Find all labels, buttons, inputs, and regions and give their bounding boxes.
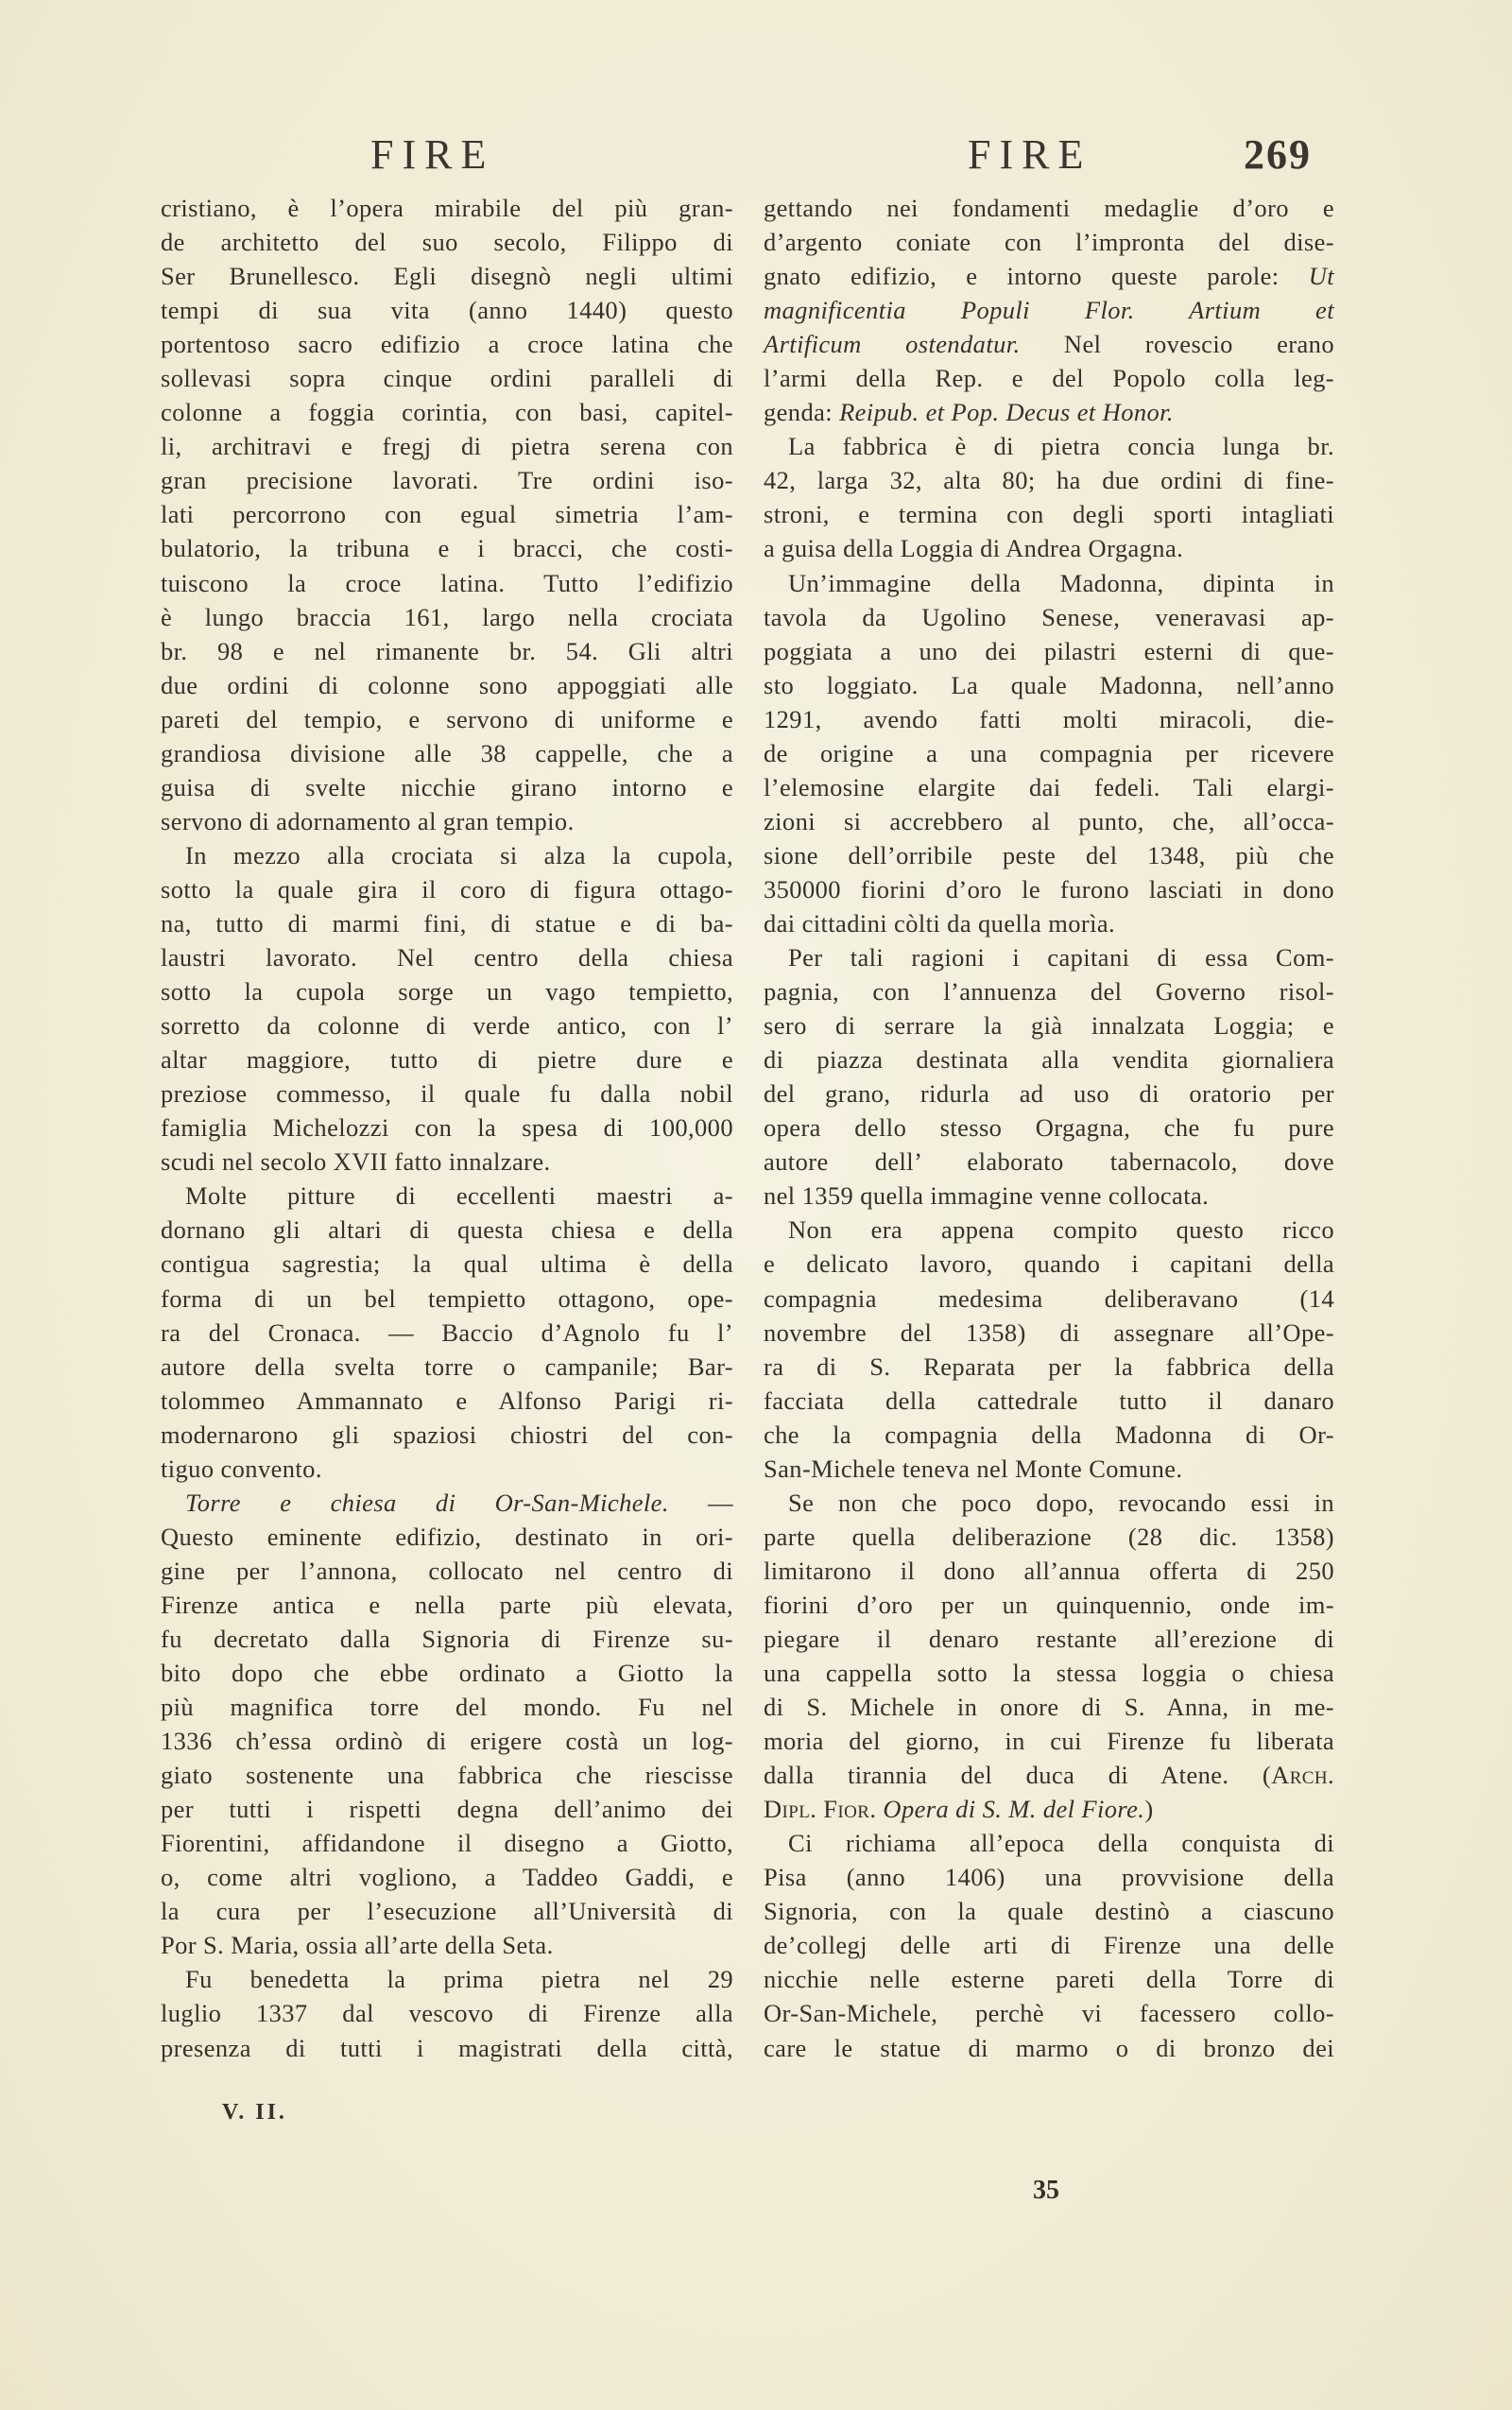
text-line: e delicato lavoro, quando i capitani della (764, 1249, 1334, 1279)
text-line: che la compagnia della Madonna di Or- (764, 1420, 1334, 1449)
text-line (764, 293, 1334, 327)
text-line: per tutti i rispetti degna dell’animo dei (161, 1795, 733, 1824)
text-line (764, 395, 1334, 429)
text-line: sotto la quale gira il coro di figura ottago- (161, 874, 733, 904)
text-line: opera dello stesso Orgagna, che fu pure (764, 1113, 1334, 1143)
text-line: forma di un bel tempietto ottagono, ope- (161, 1283, 733, 1313)
text-line: sione dell’orribile peste del 1348, più che (764, 840, 1334, 869)
text-line: tempi di sua vita (anno 1440) questo (161, 296, 733, 325)
text-line: Fiorentini, affidandone il disegno a Giotto, (161, 1829, 733, 1858)
text-line: gine per l’annona, collocato nel centro di (161, 1556, 733, 1585)
text-line: li, architravi e fregj di pietra serena con (161, 432, 733, 461)
text-line: l’armi della Rep. e del Popolo colla leg- (764, 364, 1334, 393)
text-line: sero di serrare la già innalzata Loggia; e (764, 1011, 1334, 1041)
text-line: guisa di svelte nicchie girano intorno e (161, 772, 733, 801)
italic-text: Reipub. et Pop. Decus et Honor. (839, 398, 1174, 427)
italic-text: Opera di S. M. del Fiore. (883, 1795, 1145, 1824)
text-line: nel 1359 quella immagine venne collocata. (764, 1181, 1210, 1211)
text-line: de’collegj delle arti di Firenze una delle (764, 1931, 1334, 1960)
text-segment: dalla tirannia del duca di Atene. ( (764, 1761, 1272, 1790)
text-line: fu decretato dalla Signoria di Firenze su- (161, 1624, 733, 1653)
text-line: preziose commesso, il quale fu dalla nobil (161, 1079, 733, 1109)
text-line: piegare il denaro restante all’erezione di (764, 1624, 1334, 1653)
text-line: In mezzo alla crociata si alza la cupola, (185, 840, 733, 869)
text-line: care le statue di marmo o di bronzo dei (764, 2033, 1334, 2062)
text-line: San-Michele teneva nel Monte Comune. (764, 1454, 1183, 1483)
text-line: Firenze antica e nella parte più elevata, (161, 1590, 733, 1619)
text-line: na, tutto di marmi fini, di statue e di ba- (161, 908, 733, 938)
text-line: di S. Michele in onore di S. Anna, in me- (764, 1693, 1334, 1722)
text-line: sollevasi sopra cinque ordini paralleli di (161, 364, 733, 393)
text-line: Signoria, con la quale destinò a ciascuno (764, 1897, 1334, 1926)
text-line: tiguo convento. (161, 1454, 322, 1483)
running-head-right: FIRE (968, 131, 1092, 178)
text-line: Se non che poco dopo, revocando essi in (788, 1488, 1334, 1517)
text-line: Questo eminente edifizio, destinato in ori- (161, 1522, 733, 1551)
text-line (764, 259, 1334, 293)
text-line: presenza di tutti i magistrati della città, (161, 2033, 733, 2062)
text-segment: genda: (764, 398, 840, 427)
volume-signature: V. II. (222, 2100, 287, 2125)
text-line: gettando nei fondamenti medaglie d’oro e (764, 194, 1334, 222)
text-line: servono di adornamento al gran tempio. (161, 806, 575, 835)
text-line: Per tali ragioni i capitani di essa Com- (788, 943, 1334, 973)
text-line (764, 1792, 1334, 1826)
text-line: Pisa (anno 1406) una provvisione della (764, 1863, 1334, 1892)
text-line: Por S. Maria, ossia all’arte della Seta. (161, 1931, 554, 1960)
text-line: dornano gli altari di questa chiesa e della (161, 1215, 733, 1245)
text-line: contigua sagrestia; la qual ultima è della (161, 1249, 733, 1279)
text-line: grandiosa divisione alle 38 cappelle, che a (161, 738, 733, 767)
text-line: pagnia, con l’annuenza del Governo risol- (764, 977, 1334, 1007)
text-line: parte quella deliberazione (28 dic. 1358) (764, 1522, 1334, 1551)
text-line: laustri lavorato. Nel centro della chiesa (161, 943, 733, 973)
text-line (764, 327, 1334, 361)
page-number: 269 (1244, 131, 1312, 178)
text-line: la cura per l’esecuzione all’Università di (161, 1897, 733, 1926)
text-line (764, 1758, 1334, 1792)
text-line: dai cittadini còlti da quella morìa. (764, 908, 1116, 938)
text-line: nicchie nelle esterne pareti della Torre di (764, 1965, 1334, 1994)
text-line: lati percorrono con egual simetria l’am- (161, 500, 733, 529)
text-line: fiorini d’oro per un quinquennio, onde im- (764, 1590, 1334, 1619)
text-line: sorretto da colonne di verde antico, con l’ (161, 1011, 733, 1041)
text-line: moria del giorno, in cui Firenze fu liberata (764, 1727, 1334, 1756)
text-line: luglio 1337 dal vescovo di Firenze alla (161, 1999, 733, 2028)
small-caps-text: Arch. (1271, 1761, 1334, 1790)
text-line: Or-San-Michele, perchè vi facessero collo- (764, 1999, 1334, 2028)
text-line: facciata della cattedrale tutto il danaro (764, 1386, 1334, 1415)
text-line: a guisa della Loggia di Andrea Orgagna. (764, 534, 1184, 563)
text-line: modernarono gli spaziosi chiostri del con- (161, 1420, 733, 1449)
text-line: tavola da Ugolino Senese, veneravasi ap- (764, 602, 1334, 631)
text-line: de architetto del suo secolo, Filippo di (161, 228, 733, 257)
text-line: sto loggiato. La quale Madonna, nell’anno (764, 670, 1334, 699)
text-line: una cappella sotto la stessa loggia o chiesa (764, 1659, 1334, 1688)
right-text-column (764, 191, 1334, 2065)
text-segment: ) (1144, 1795, 1154, 1824)
text-line: 350000 fiorini d’oro le furono lasciati in dono (764, 874, 1334, 904)
text-line: ra di S. Reparata per la fabbrica della (764, 1351, 1334, 1381)
text-line: zioni si accrebbero al punto, che, all’occa- (764, 806, 1334, 835)
text-line: sotto la cupola sorge un vago tempietto, (161, 977, 733, 1007)
text-line: 1291, avendo fatti molti miracoli, die- (764, 704, 1334, 733)
text-line: altar maggiore, tutto di pietre dure e (161, 1045, 733, 1075)
text-line: due ordini di colonne sono appoggiati alle (161, 670, 733, 699)
text-segment: gnato edifizio, e intorno queste parole: (764, 262, 1309, 291)
text-line: o, come altri vogliono, a Taddeo Gaddi, e (161, 1863, 733, 1892)
gathering-signature: 35 (1033, 2176, 1059, 2205)
text-line: limitarono il dono all’annua offerta di 250 (764, 1556, 1334, 1585)
text-line: 42, larga 32, alta 80; ha due ordini di fine- (764, 466, 1334, 495)
small-caps-text: Dipl. Fior. (764, 1795, 877, 1824)
italic-text: magnificentia Populi Flor. Artium et (764, 296, 1334, 325)
text-line: bulatorio, la tribuna e i bracci, che costi- (161, 534, 733, 563)
text-line: l’elemosine elargite dai fedeli. Tali elargi- (764, 772, 1334, 801)
text-line: colonne a foggia corintia, con basi, capitel- (161, 398, 733, 427)
text-line: compagnia medesima deliberavano (14 (764, 1283, 1334, 1313)
text-line: del grano, ridurla ad uso di oratorio per (764, 1079, 1334, 1109)
text-line: scudi nel secolo XVII fatto innalzare. (161, 1147, 551, 1177)
text-line: de origine a una compagnia per ricevere (764, 738, 1334, 767)
text-line (161, 1486, 733, 1520)
italic-text: Torre e chiesa di Or-San-Michele. (185, 1488, 669, 1517)
text-line: Non era appena compito questo ricco (788, 1215, 1334, 1245)
text-line: Molte pitture di eccellenti maestri a- (185, 1181, 733, 1211)
text-line: è lungo braccia 161, largo nella crociata (161, 602, 733, 631)
text-segment: — (668, 1488, 733, 1517)
text-line: tuiscono la croce latina. Tutto l’edifizio (161, 568, 733, 597)
text-line: stroni, e termina con degli sporti intagliati (764, 500, 1334, 529)
text-line: novembre del 1358) di assegnare all’Ope- (764, 1317, 1334, 1347)
text-line: Ci richiama all’epoca della conquista di (788, 1829, 1334, 1858)
text-line: portentoso sacro edifizio a croce latina che (161, 330, 733, 359)
left-text-column (161, 191, 733, 2065)
text-line: giato sostenente una fabbrica che riescisse (161, 1761, 733, 1790)
running-head-left: FIRE (370, 131, 495, 178)
text-segment: Nel rovescio erano (1020, 330, 1334, 359)
text-line: poggiata a uno dei pilastri esterni di que- (764, 636, 1334, 665)
text-line: di piazza destinata alla vendita giornaliera (764, 1045, 1334, 1075)
text-line: più magnifica torre del mondo. Fu nel (161, 1693, 733, 1722)
text-line: Un’immagine della Madonna, dipinta in (788, 568, 1334, 597)
text-line: famiglia Michelozzi con la spesa di 100,000 (161, 1113, 733, 1143)
text-line: Fu benedetta la prima pietra nel 29 (185, 1965, 733, 1994)
text-line: tolommeo Ammannato e Alfonso Parigi ri- (161, 1386, 733, 1415)
text-line: bito dopo che ebbe ordinato a Giotto la (161, 1659, 733, 1688)
text-line: cristiano, è l’opera mirabile del più gran- (161, 194, 733, 222)
text-line: ra del Cronaca. — Baccio d’Agnolo fu l’ (161, 1317, 733, 1347)
text-line: d’argento coniate con l’impronta del dise- (764, 228, 1334, 257)
italic-text: Ut (1308, 262, 1334, 291)
text-line: autore dell’ elaborato tabernacolo, dove (764, 1147, 1334, 1177)
text-line: Ser Brunellesco. Egli disegnò negli ultimi (161, 262, 733, 291)
text-line: autore della svelta torre o campanile; Bar- (161, 1351, 733, 1381)
italic-text: Artificum ostendatur. (764, 330, 1021, 359)
text-line: 1336 ch’essa ordinò di erigere costà un log- (161, 1727, 733, 1756)
text-line: pareti del tempio, e servono di uniforme e (161, 704, 733, 733)
text-line: br. 98 e nel rimanente br. 54. Gli altri (161, 636, 733, 665)
text-line: gran precisione lavorati. Tre ordini iso- (161, 466, 733, 495)
text-line: La fabbrica è di pietra concia lunga br. (788, 432, 1334, 461)
